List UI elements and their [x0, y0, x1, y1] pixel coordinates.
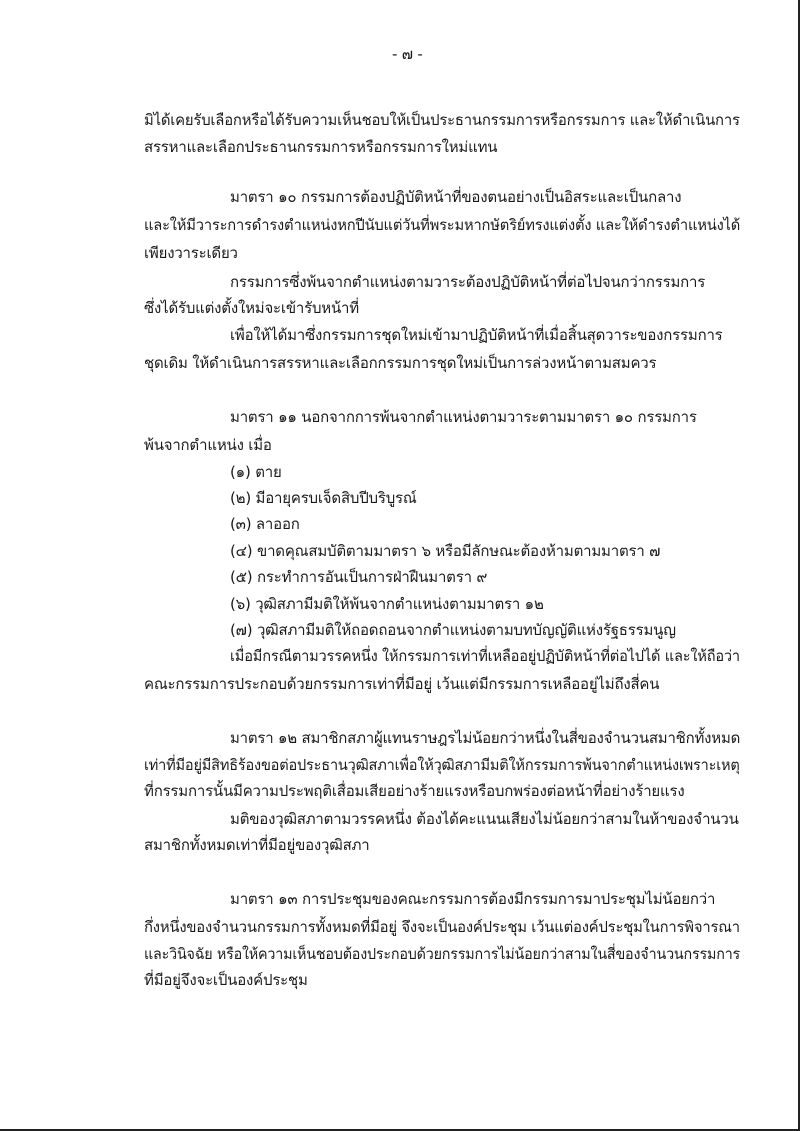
list-item: (๗) วุฒิสภามีมติให้ถอดถอนจากตำแหน่งตามบทบัญญัติแห่งรัฐธรรมนูญ [230, 621, 676, 639]
list-item: (๒) มีอายุครบเจ็ดสิบปีบริบูรณ์ [230, 489, 417, 507]
page-number: - ๗ - [392, 45, 423, 63]
text-line: มติของวุฒิสภาตามวรรคหนึ่ง ต้องได้คะแนนเสียงไม่น้อยกว่าสามในห้าของจำนวน [230, 810, 739, 828]
section-13-heading: มาตรา ๑๓ การประชุมของคณะกรรมการต้องมีกรรมการมาประชุมไม่น้อยกว่า [230, 890, 716, 908]
section-10-heading: มาตรา ๑๐ กรรมการต้องปฏิบัติหน้าที่ของตนอย่างเป็นอิสระและเป็นกลาง [230, 188, 682, 206]
text-line: กึ่งหนึ่งของจำนวนกรรมการทั้งหมดที่มีอยู่ จึงจะเป็นองค์ประชุม เว้นแต่องค์ประชุมในการพิจารณา [144, 918, 740, 936]
list-item: (๓) ลาออก [230, 515, 300, 533]
text-line: เพียงวาระเดียว [144, 244, 238, 262]
text-line: เท่าที่มีอยู่มีสิทธิร้องขอต่อประธานวุฒิสภาเพื่อให้วุฒิสภามีมติให้กรรมการพ้นจากตำแหน่งเพราะเหตุ [144, 756, 740, 774]
text-line: กรรมการซึ่งพ้นจากตำแหน่งตามวาระต้องปฏิบัติหน้าที่ต่อไปจนกว่ากรรมการ [230, 273, 706, 291]
text-line: และให้มีวาระการดำรงตำแหน่งหกปีนับแต่วันที่พระมหากษัตริย์ทรงแต่งตั้ง และให้ดำรงตำแหน่งได้ [144, 216, 741, 234]
text-line: ที่กรรมการนั้นมีความประพฤติเสื่อมเสียอย่างร้ายแรงหรือบกพร่องต่อหน้าที่อย่างร้ายแรง [144, 782, 685, 800]
list-item: (๔) ขาดคุณสมบัติตามมาตรา ๖ หรือมีลักษณะต้องห้ามตามมาตรา ๗ [230, 542, 661, 560]
text-line: สมาชิกทั้งหมดเท่าที่มีอยู่ของวุฒิสภา [144, 836, 370, 854]
section-12-heading: มาตรา ๑๒ สมาชิกสภาผู้แทนราษฎรไม่น้อยกว่าหนึ่งในสี่ของจำนวนสมาชิกทั้งหมด [230, 729, 741, 747]
text-line: สรรหาและเลือกประธานกรรมการหรือกรรมการใหม่แทน [144, 138, 498, 156]
text-line: ซึ่งได้รับแต่งตั้งใหม่จะเข้ารับหน้าที่ [144, 299, 359, 317]
text-line: ชุดเดิม ให้ดำเนินการสรรหาและเลือกกรรมการชุดใหม่เป็นการล่วงหน้าตามสมควร [144, 354, 657, 372]
text-line: เพื่อให้ได้มาซึ่งกรรมการชุดใหม่เข้ามาปฏิบัติหน้าที่เมื่อสิ้นสุดวาระของกรรมการ [230, 326, 723, 344]
text-line: พ้นจากตำแหน่ง เมื่อ [144, 436, 272, 454]
list-item: (๑) ตาย [230, 463, 282, 481]
list-item: (๖) วุฒิสภามีมติให้พ้นจากตำแหน่งตามมาตรา ๑๒ [230, 595, 544, 613]
section-11-heading: มาตรา ๑๑ นอกจากการพ้นจากตำแหน่งตามวาระตามมาตรา ๑๐ กรรมการ [230, 408, 697, 426]
text-line: ที่มีอยู่จึงจะเป็นองค์ประชุม [144, 971, 308, 989]
text-line: มิได้เคยรับเลือกหรือได้รับความเห็นชอบให้เป็นประธานกรรมการหรือกรรมการ และให้ดำเนินการ [144, 111, 740, 129]
list-item: (๕) กระทำการอันเป็นการฝ่าฝืนมาตรา ๙ [230, 568, 488, 586]
text-line: และวินิจฉัย หรือให้ความเห็นชอบต้องประกอบด้วยกรรมการไม่น้อยกว่าสามในสี่ของจำนวนกรรมการ [144, 945, 741, 963]
text-line: เมื่อมีกรณีตามวรรคหนึ่ง ให้กรรมการเท่าที่เหลืออยู่ปฏิบัติหน้าที่ต่อไปได้ และให้ถือว่า [230, 647, 740, 665]
text-line: คณะกรรมการประกอบด้วยกรรมการเท่าที่มีอยู่ เว้นแต่มีกรรมการเหลืออยู่ไม่ถึงสี่คน [144, 675, 660, 693]
